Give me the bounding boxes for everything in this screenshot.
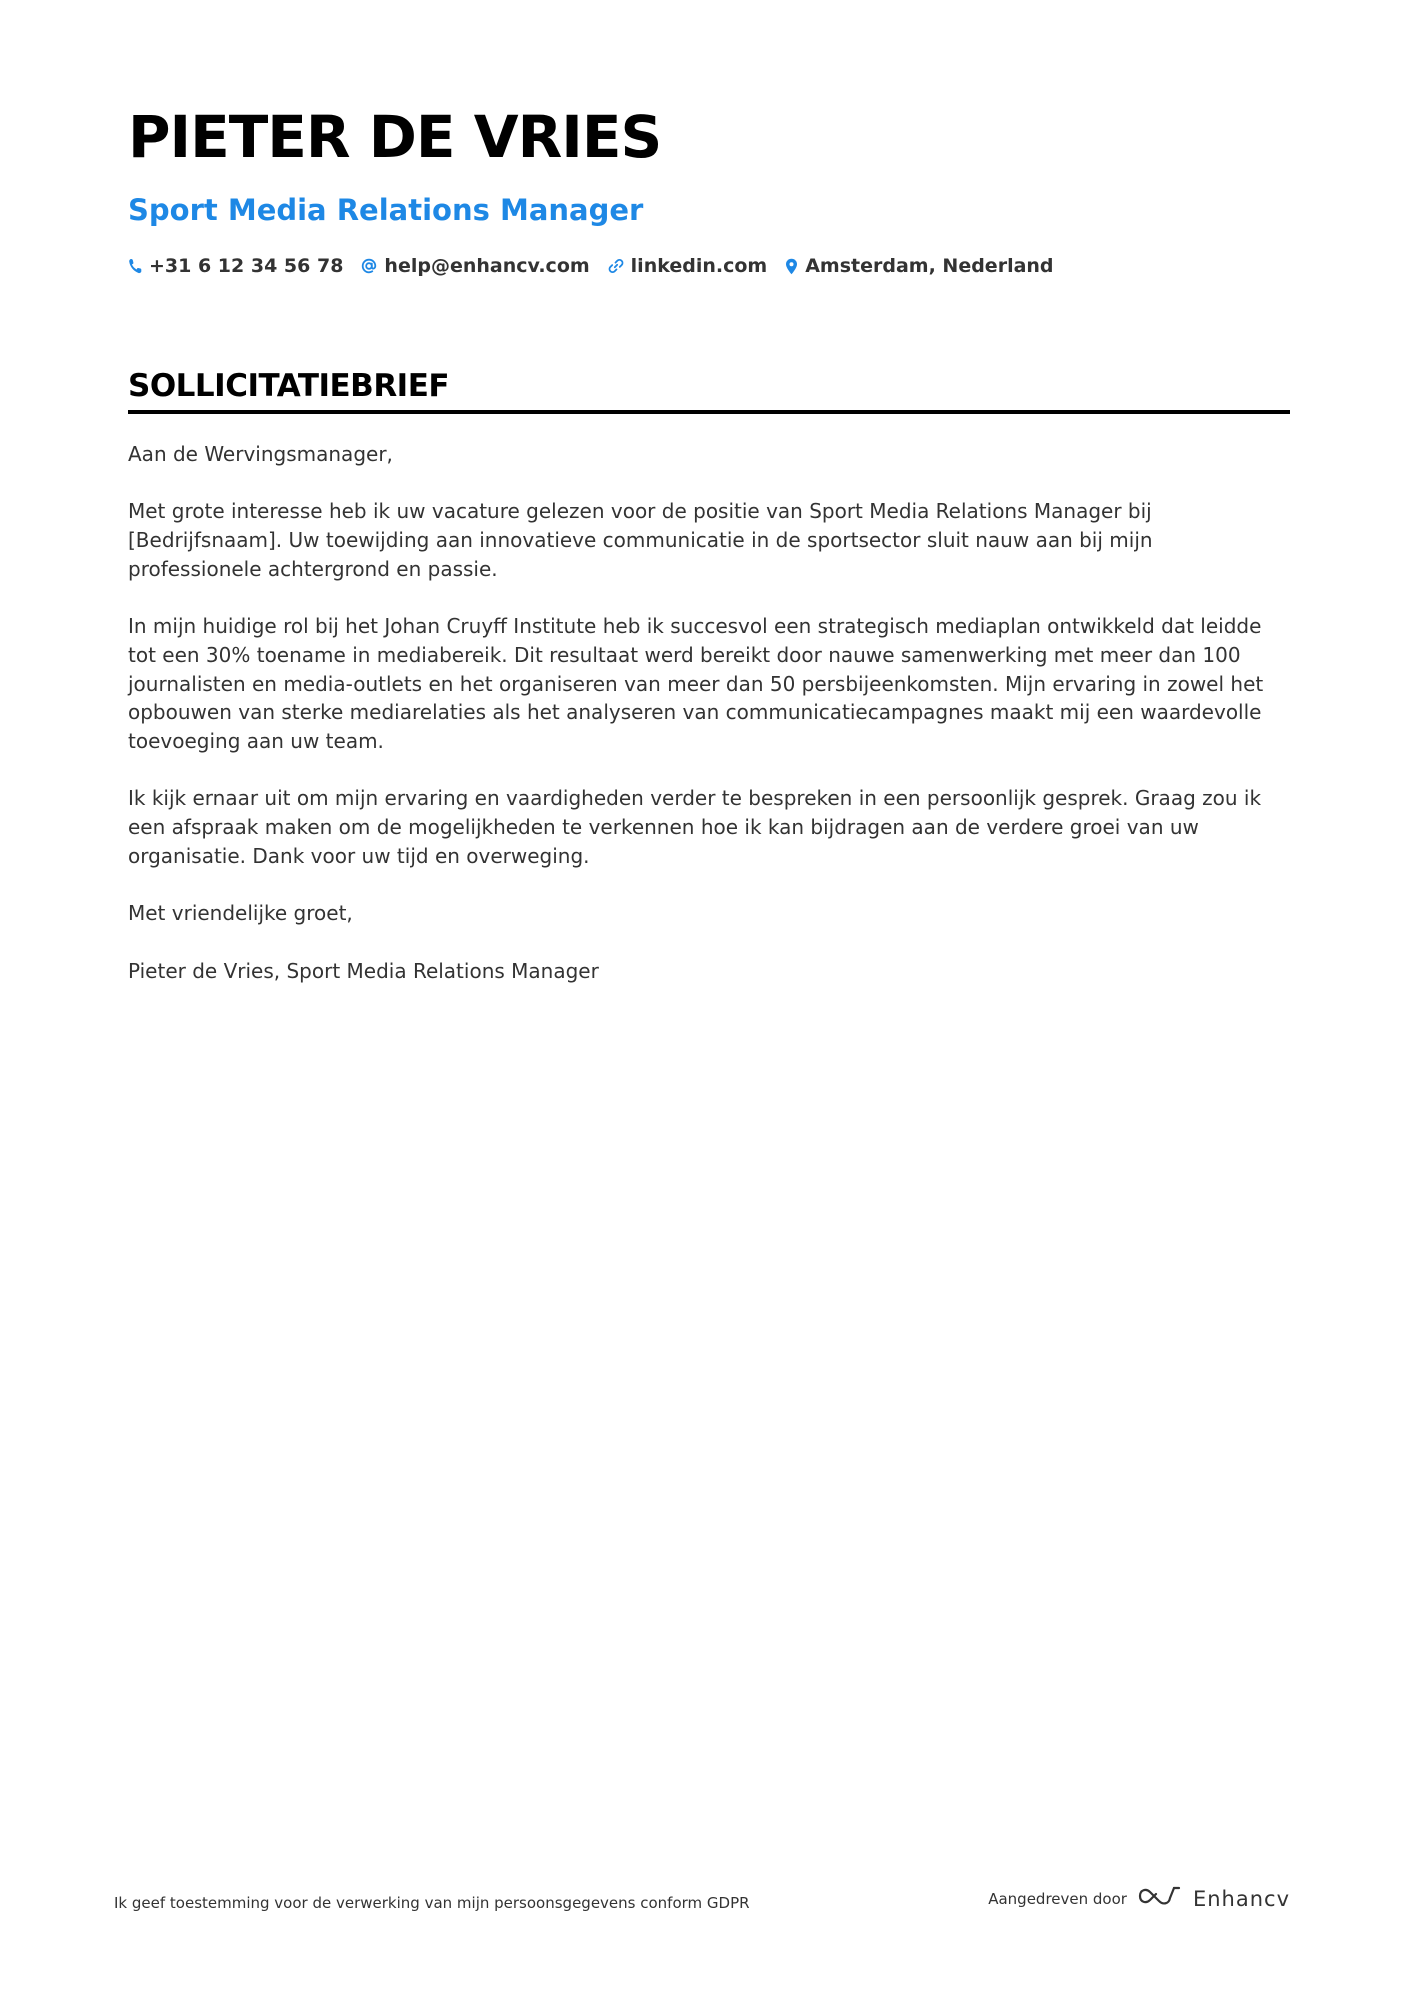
contact-phone-text: +31 6 12 34 56 78 [149, 255, 344, 277]
candidate-name: PIETER DE VRIES [128, 103, 662, 171]
contact-bar [128, 255, 1054, 277]
letter-salutation: Aan de Wervingsmanager, [128, 442, 393, 466]
at-icon [361, 258, 377, 274]
powered-by-label: Aangedreven door [988, 1889, 1127, 1908]
contact-location-text: Amsterdam, Nederland [805, 255, 1054, 277]
contact-location [785, 255, 1053, 277]
contact-email-text: help@enhancv.com [384, 255, 590, 277]
contact-linkedin[interactable] [608, 255, 768, 277]
letter-signature: Pieter de Vries, Sport Media Relations Manager [128, 958, 599, 983]
enhancv-logo [1137, 1884, 1290, 1913]
letter-paragraph: Met grote interesse heb ik uw vacature gelezen voor de positie van Sport Media Relations Manager bij [Bedrijfsnaam]. Uw toewijding aan innovatieve communicatie in de sportsector sluit nauw aan bij mijn professionele achtergrond en passie. [128, 499, 1153, 581]
job-title: Sport Media Relations Manager [128, 193, 644, 227]
letter-paragraph: In mijn huidige rol bij het Johan Cruyff Institute heb ik succesvol een strategisch mediaplan ontwikkeld dat leidde tot een 30% toename in mediabereik. Dit resultaat werd bereikt door nauwe samenwerking met meer dan 100 journalisten en media-outlets en het organiseren van meer dan 50 persbijeenkomsten. Mijn ervaring in zowel het opbouwen van sterke mediarelaties als het analyseren van communicatiecampagnes maakt mij een waardevolle toevoeging aan uw team. [128, 614, 1264, 753]
link-icon [608, 258, 624, 274]
letter-closing: Met vriendelijke groet, [128, 901, 353, 926]
section-title: SOLLICITATIEBRIEF [128, 368, 450, 404]
powered-by[interactable] [988, 1884, 1290, 1913]
enhancv-wordmark: Enhancv [1192, 1886, 1290, 1911]
location-pin-icon [785, 258, 798, 275]
gdpr-consent: Ik geef toestemming voor de verwerking van mijn persoonsgegevens conform GDPR [114, 1894, 750, 1912]
letter-body [128, 440, 1290, 1014]
contact-phone [128, 255, 343, 277]
phone-icon [128, 258, 142, 274]
section-divider [128, 410, 1290, 414]
letter-paragraph: Ik kijk ernaar uit om mijn ervaring en vaardigheden verder te bespreken in een persoonlijk gesprek. Graag zou ik een afspraak maken om de mogelijkheden te verkennen hoe ik kan bijdragen aan de verdere groei van uw organisatie. Dank voor uw tijd en overweging. [128, 786, 1262, 868]
contact-email[interactable] [361, 255, 589, 277]
enhancv-logo-icon [1137, 1884, 1183, 1913]
contact-linkedin-text: linkedin.com [630, 255, 768, 277]
